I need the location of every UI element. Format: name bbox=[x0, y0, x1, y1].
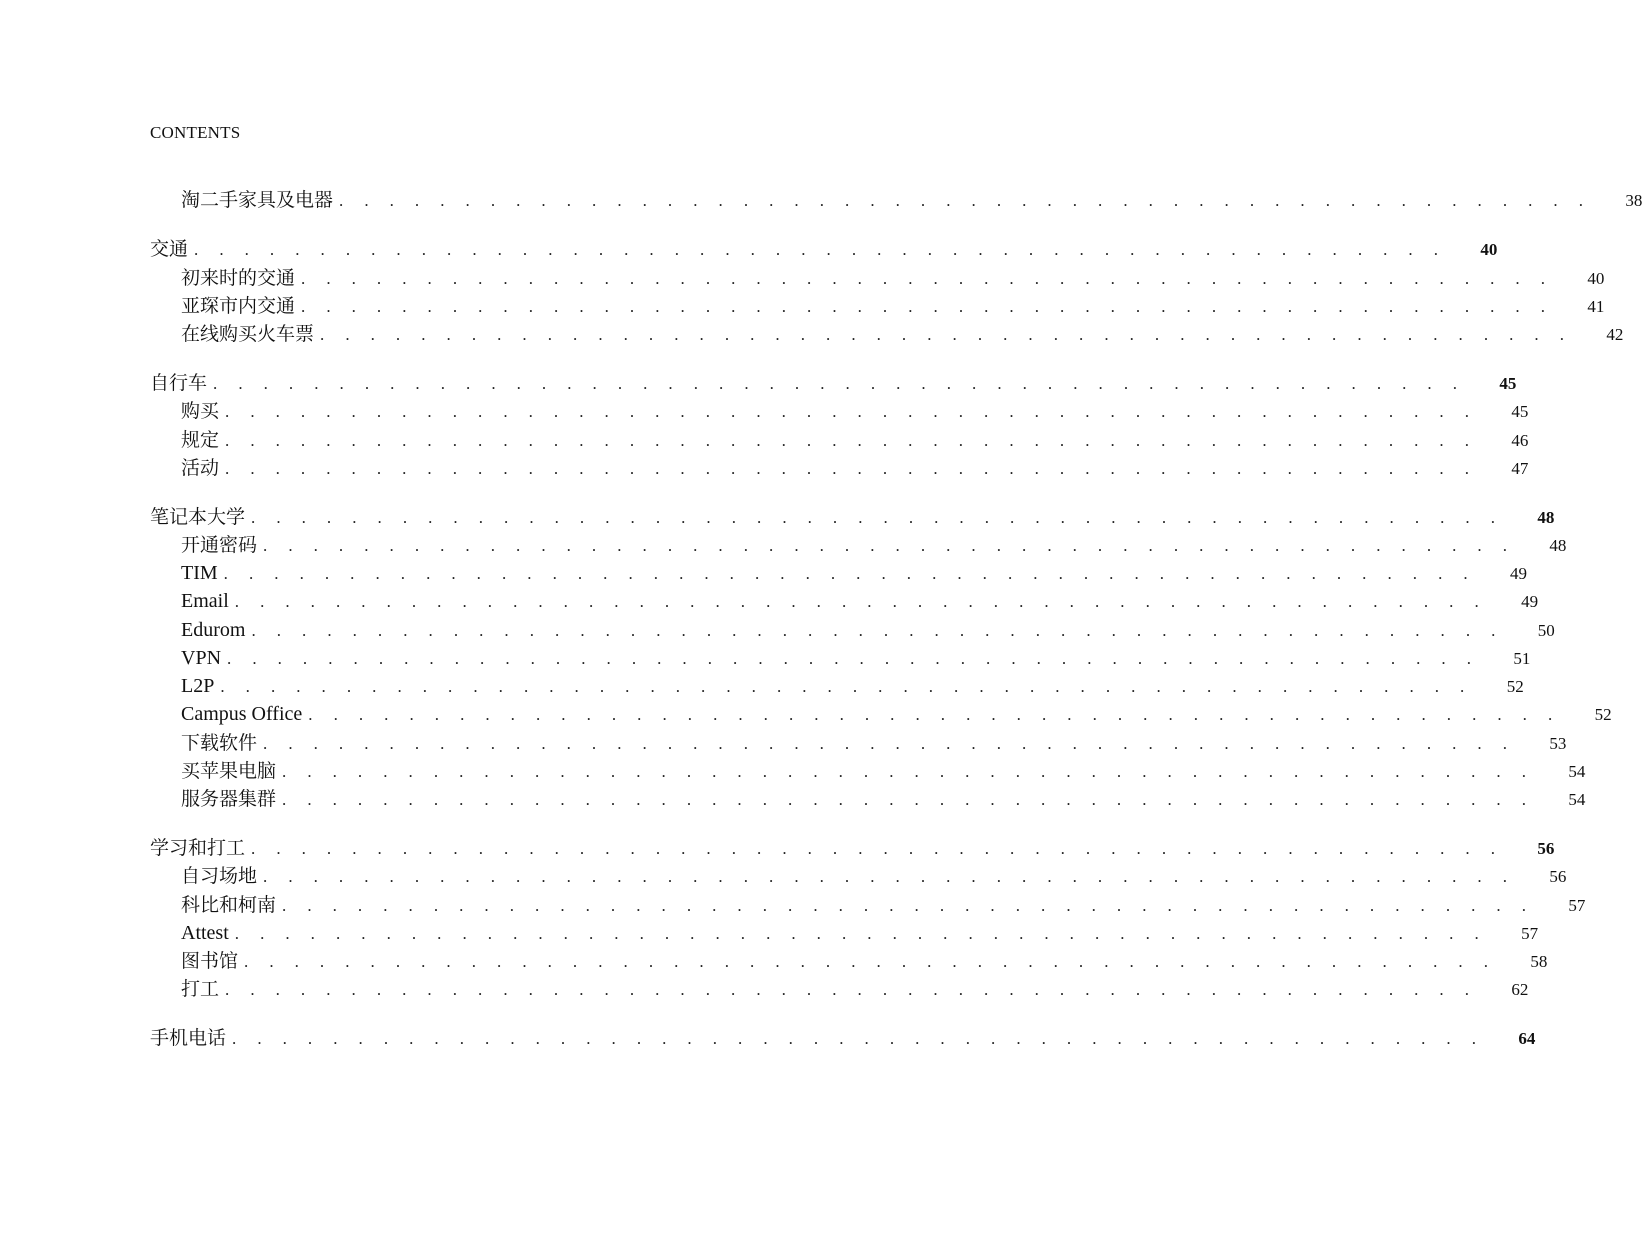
toc-entry-title: 开通密码 bbox=[181, 534, 258, 556]
toc-section-title: 笔记本大学 bbox=[150, 506, 246, 528]
toc-entry-title: 服务器集群 bbox=[181, 788, 277, 810]
toc-dot-leader: . . . . . . . . . . . . . . . . . . . . . . . . . . . . . . . . . . . . . . . . . . . . . . . . . . bbox=[194, 240, 1447, 259]
toc-dot-leader: . . . . . . . . . . . . . . . . . . . . . . . . . . . . . . . . . . . . . . . . . . . . . . . . . . bbox=[220, 677, 1473, 696]
toc-entry-title: 科比和柯南 bbox=[181, 894, 277, 916]
toc-section-page: 56 bbox=[1537, 839, 1555, 858]
toc-dot-leader: . . . . . . . . . . . . . . . . . . . . . . . . . . . . . . . . . . . . . . . . . . . . . . . . . . bbox=[263, 734, 1516, 753]
toc-entry-page: 51 bbox=[1513, 649, 1531, 668]
toc-dot-leader: . . . . . . . . . . . . . . . . . . . . . . . . . . . . . . . . . . . . . . . . . . . . . . . . . . bbox=[225, 459, 1478, 478]
toc-entry-page: 48 bbox=[1549, 536, 1567, 555]
toc-dot-leader: . . . . . . . . . . . . . . . . . . . . . . . . . . . . . . . . . . . . . . . . . . . . . . . . . . bbox=[234, 592, 1488, 611]
toc-dot-leader: . . . . . . . . . . . . . . . . . . . . . . . . . . . . . . . . . . . . . . . . . . . . . . . . . . bbox=[282, 790, 1535, 809]
toc-entry[interactable] bbox=[181, 265, 1605, 291]
toc-entry-title: 亚琛市内交通 bbox=[181, 295, 296, 317]
toc-entry-title: 规定 bbox=[181, 429, 220, 451]
toc-section-entry[interactable] bbox=[150, 370, 1517, 396]
toc-section-page: 45 bbox=[1499, 374, 1517, 393]
toc-entry-page: 56 bbox=[1549, 867, 1567, 886]
toc-dot-leader: . . . . . . . . . . . . . . . . . . . . . . . . . . . . . . . . . . . . . . . . . . . . . . . . . . bbox=[320, 325, 1573, 344]
toc-entry[interactable] bbox=[181, 920, 1539, 946]
toc-entry-title: 买苹果电脑 bbox=[181, 760, 277, 782]
toc-entry-title: Edurom bbox=[181, 619, 246, 641]
toc-entry-title: 购买 bbox=[181, 400, 220, 422]
toc-entry-title: TIM bbox=[181, 562, 218, 584]
toc-dot-leader: . . . . . . . . . . . . . . . . . . . . . . . . . . . . . . . . . . . . . . . . . . . . . . . . . . bbox=[282, 762, 1535, 781]
toc-entry-page: 42 bbox=[1606, 325, 1624, 344]
toc-dot-leader: . . . . . . . . . . . . . . . . . . . . . . . . . . . . . . . . . . . . . . . . . . . . . . . . . . bbox=[234, 924, 1488, 943]
toc-dot-leader: . . . . . . . . . . . . . . . . . . . . . . . . . . . . . . . . . . . . . . . . . . . . . . . . . . bbox=[308, 705, 1561, 724]
toc-dot-leader: . . . . . . . . . . . . . . . . . . . . . . . . . . . . . . . . . . . . . . . . . . . . . . . . . . bbox=[339, 191, 1592, 210]
toc-dot-leader: . . . . . . . . . . . . . . . . . . . . . . . . . . . . . . . . . . . . . . . . . . . . . . . . . . bbox=[232, 1029, 1485, 1048]
toc-entry-title: Campus Office bbox=[181, 703, 303, 725]
toc-entry-page: 62 bbox=[1511, 980, 1529, 999]
toc-entry[interactable] bbox=[181, 758, 1586, 784]
toc-dot-leader: . . . . . . . . . . . . . . . . . . . . . . . . . . . . . . . . . . . . . . . . . . . . . . . . . . bbox=[244, 952, 1497, 971]
toc-section-entry[interactable] bbox=[150, 504, 1555, 530]
running-head: CONTENTS bbox=[150, 123, 241, 142]
toc-entry-title: Email bbox=[181, 590, 229, 612]
toc-dot-leader: . . . . . . . . . . . . . . . . . . . . . . . . . . . . . . . . . . . . . . . . . . . . . . . . . . bbox=[301, 297, 1554, 316]
toc-entry-page: 50 bbox=[1537, 621, 1555, 640]
toc-section-title: 交通 bbox=[150, 238, 189, 260]
toc-entry[interactable] bbox=[181, 560, 1528, 586]
toc-entry-title: 淘二手家具及电器 bbox=[181, 189, 334, 211]
toc-dot-leader: . . . . . . . . . . . . . . . . . . . . . . . . . . . . . . . . . . . . . . . . . . . . . . . . . . bbox=[227, 649, 1480, 668]
toc-entry[interactable] bbox=[181, 398, 1529, 424]
toc-dot-leader: . . . . . . . . . . . . . . . . . . . . . . . . . . . . . . . . . . . . . . . . . . . . . . . . . . bbox=[213, 374, 1466, 393]
toc-entry[interactable] bbox=[181, 863, 1567, 889]
toc-entry[interactable] bbox=[181, 786, 1586, 812]
toc-entry-page: 46 bbox=[1511, 431, 1529, 450]
toc-entry-page: 52 bbox=[1506, 677, 1524, 696]
toc-entry-title: 自习场地 bbox=[181, 865, 258, 887]
toc-section-title: 手机电话 bbox=[150, 1027, 227, 1049]
toc-entry[interactable] bbox=[181, 948, 1548, 974]
toc-dot-leader: . . . . . . . . . . . . . . . . . . . . . . . . . . . . . . . . . . . . . . . . . . . . . . . . . . bbox=[251, 621, 1504, 640]
toc-entry[interactable] bbox=[181, 187, 1642, 213]
toc-entry-page: 38 bbox=[1625, 191, 1642, 210]
toc-dot-leader: . . . . . . . . . . . . . . . . . . . . . . . . . . . . . . . . . . . . . . . . . . . . . . . . . . bbox=[301, 269, 1554, 288]
toc-entry-page: 40 bbox=[1587, 269, 1605, 288]
toc-entry[interactable] bbox=[181, 701, 1612, 727]
toc-entry[interactable] bbox=[181, 321, 1624, 347]
toc-entry-page: 45 bbox=[1511, 402, 1529, 421]
toc-entry[interactable] bbox=[181, 293, 1605, 319]
toc-entry[interactable] bbox=[181, 892, 1586, 918]
toc-entry-page: 52 bbox=[1594, 705, 1612, 724]
toc-dot-leader: . . . . . . . . . . . . . . . . . . . . . . . . . . . . . . . . . . . . . . . . . . . . . . . . . . bbox=[225, 431, 1478, 450]
toc-entry[interactable] bbox=[181, 455, 1529, 481]
toc-entry-title: 初来时的交通 bbox=[181, 267, 296, 289]
toc-section-page: 48 bbox=[1537, 508, 1555, 527]
toc-entry-title: 下载软件 bbox=[181, 732, 258, 754]
toc-entry[interactable] bbox=[181, 532, 1567, 558]
toc-dot-leader: . . . . . . . . . . . . . . . . . . . . . . . . . . . . . . . . . . . . . . . . . . . . . . . . . . bbox=[282, 896, 1535, 915]
toc-entry-title: 打工 bbox=[181, 978, 220, 1000]
toc-entry-page: 58 bbox=[1530, 952, 1548, 971]
toc-entry-page: 49 bbox=[1510, 564, 1528, 583]
toc-entry-title: VPN bbox=[181, 647, 222, 669]
toc-entry-page: 54 bbox=[1568, 790, 1586, 809]
toc-entry[interactable] bbox=[181, 730, 1567, 756]
toc-dot-leader: . . . . . . . . . . . . . . . . . . . . . . . . . . . . . . . . . . . . . . . . . . . . . . . . . . bbox=[225, 980, 1478, 999]
toc-dot-leader: . . . . . . . . . . . . . . . . . . . . . . . . . . . . . . . . . . . . . . . . . . . . . . . . . . bbox=[251, 839, 1504, 858]
toc-entry[interactable] bbox=[181, 645, 1531, 671]
toc-entry[interactable] bbox=[181, 617, 1555, 643]
toc-dot-leader: . . . . . . . . . . . . . . . . . . . . . . . . . . . . . . . . . . . . . . . . . . . . . . . . . . bbox=[225, 402, 1478, 421]
toc-dot-leader: . . . . . . . . . . . . . . . . . . . . . . . . . . . . . . . . . . . . . . . . . . . . . . . . . . bbox=[263, 867, 1516, 886]
toc-entry-title: 在线购买火车票 bbox=[181, 323, 315, 345]
toc-entry[interactable] bbox=[181, 588, 1539, 614]
toc-dot-leader: . . . . . . . . . . . . . . . . . . . . . . . . . . . . . . . . . . . . . . . . . . . . . . . . . . bbox=[251, 508, 1504, 527]
toc-entry-page: 53 bbox=[1549, 734, 1567, 753]
toc-entry-title: 图书馆 bbox=[181, 950, 239, 972]
toc-section-title: 自行车 bbox=[150, 372, 208, 394]
toc-dot-leader: . . . . . . . . . . . . . . . . . . . . . . . . . . . . . . . . . . . . . . . . . . . . . . . . . . bbox=[223, 564, 1477, 583]
toc-section-entry[interactable] bbox=[150, 835, 1555, 861]
toc-entry-page: 54 bbox=[1568, 762, 1586, 781]
toc-entry-page: 47 bbox=[1511, 459, 1529, 478]
toc-section-title: 学习和打工 bbox=[150, 837, 246, 859]
toc-entry[interactable] bbox=[181, 427, 1529, 453]
toc-dot-leader: . . . . . . . . . . . . . . . . . . . . . . . . . . . . . . . . . . . . . . . . . . . . . . . . . . bbox=[263, 536, 1516, 555]
toc-entry-title: Attest bbox=[181, 922, 229, 944]
toc-entry-page: 49 bbox=[1521, 592, 1539, 611]
toc-entry-title: 活动 bbox=[181, 457, 220, 479]
toc-entry-page: 41 bbox=[1587, 297, 1605, 316]
toc-section-page: 40 bbox=[1480, 240, 1498, 259]
toc-section-entry[interactable] bbox=[150, 1025, 1536, 1051]
toc-entry-title: L2P bbox=[181, 675, 215, 697]
toc-entry-page: 57 bbox=[1521, 924, 1539, 943]
toc-section-entry[interactable] bbox=[150, 236, 1498, 262]
toc-entry[interactable] bbox=[181, 673, 1524, 699]
toc-entry-page: 57 bbox=[1568, 896, 1586, 915]
toc-entry[interactable] bbox=[181, 976, 1529, 1002]
toc-section-page: 64 bbox=[1518, 1029, 1536, 1048]
